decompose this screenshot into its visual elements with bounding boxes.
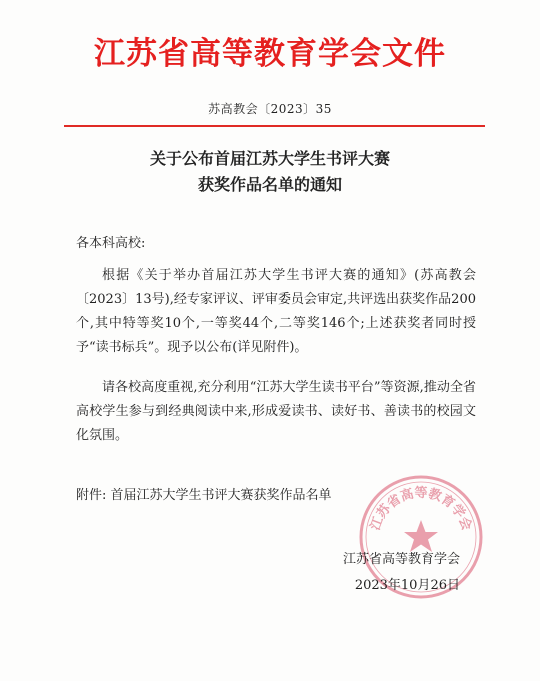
attachment-line: 附件: 首届江苏大学生书评大赛获奖作品名单 <box>76 488 332 503</box>
signature-date: 2023年10月26日 <box>354 578 460 593</box>
signature-block <box>343 547 460 599</box>
notice-title-line-1: 关于公布首届江苏大学生书评大赛 <box>149 149 390 168</box>
seal-text-path: 江苏省高等教育学会 <box>368 486 474 533</box>
notice-title-line-2: 获奖作品名单的通知 <box>197 175 342 194</box>
header-red-rule <box>64 125 485 127</box>
document-number: 苏高教会〔2023〕35 <box>208 102 332 116</box>
notice-title <box>0 146 540 198</box>
salutation: 各本科高校: <box>76 236 146 251</box>
document-header-title: 江苏省高等教育学会文件 <box>94 36 446 72</box>
body-paragraph-2: 请各校高度重视,充分利用“江苏大学生读书平台”等资源,推动全省高校学生参与到经典阅读中来,形成爱读书、读好书、善读书的校园文化氛围。 <box>76 380 476 443</box>
body-paragraph-1: 根据《关于举办首届江苏大学生书评大赛的通知》(苏高教会〔2023〕13号),经专家评议、评审委员会审定,共评选出获奖作品200个,其中特等奖10个,一等奖44个,二等奖146个;上述获奖者同时授予“读书标兵”。现予以公布(详见附件)。 <box>76 268 476 355</box>
signature-organization: 江苏省高等教育学会 <box>342 552 460 567</box>
